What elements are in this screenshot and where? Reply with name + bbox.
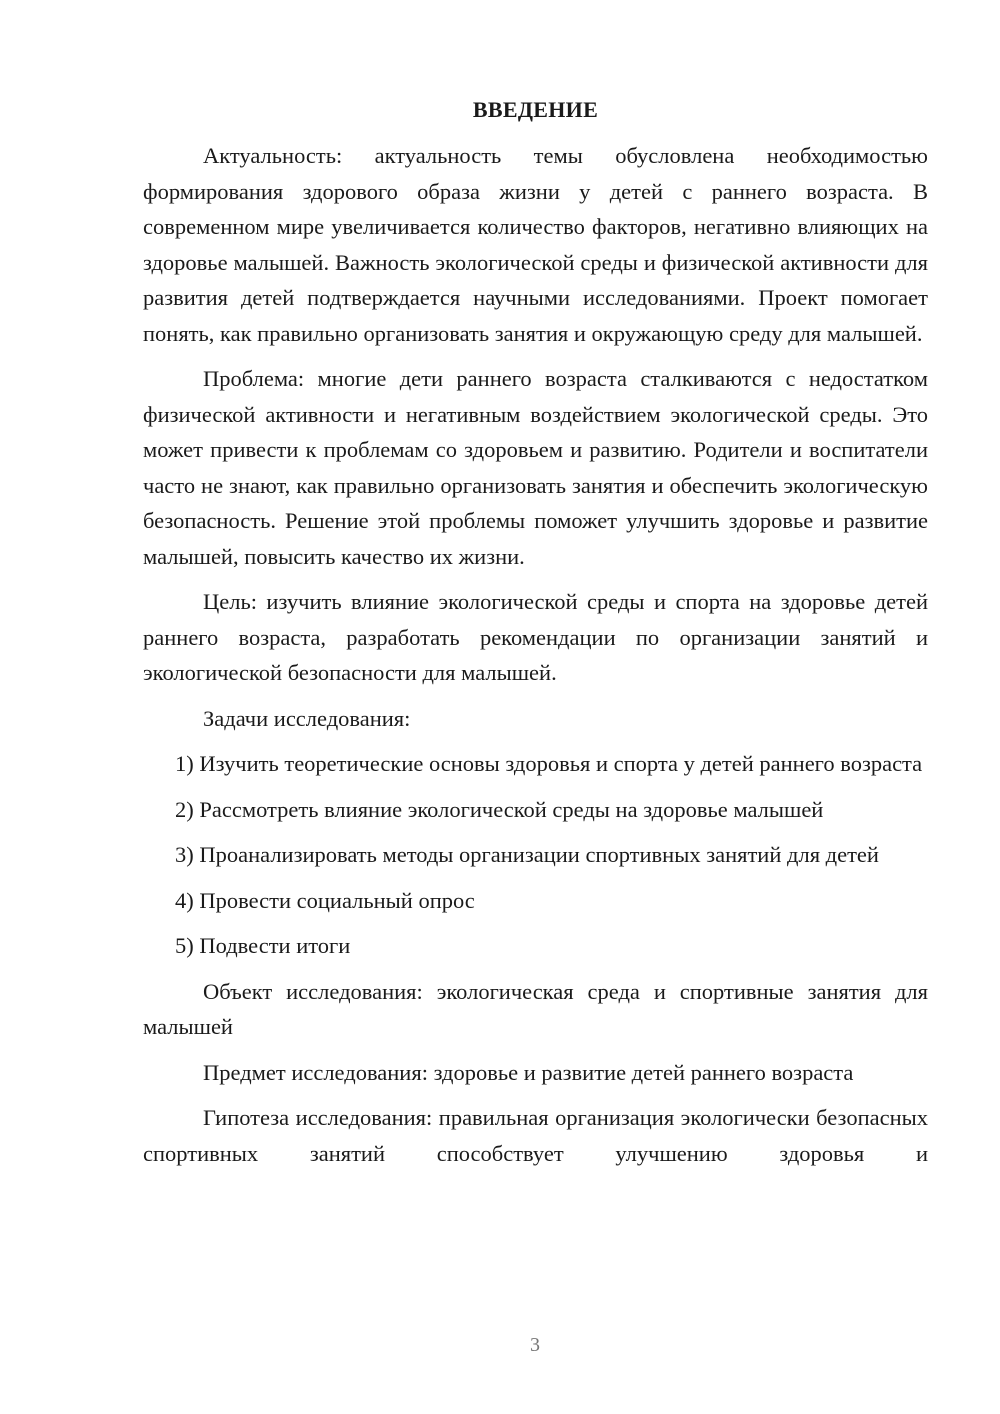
hypothesis-paragraph: Гипотеза исследования: правильная организация экологически безопасных спортивных занятий способствует улучшению здоровья и (143, 1105, 928, 1166)
task-item-1: 1) Изучить теоретические основы здоровья и спорта у детей раннего возраста (175, 751, 923, 776)
section-heading: ВВЕДЕНИЕ (472, 97, 599, 122)
task-item-4: 4) Провести социальный опрос (175, 887, 475, 913)
task-item-2: 2) Рассмотреть влияние экологической среды на здоровье малышей (175, 796, 824, 822)
task-item-5: 5) Подвести итоги (175, 933, 351, 958)
page-number: 3 (530, 1334, 540, 1356)
relevance-paragraph: Актуальность: актуальность темы обусловлена необходимостью формирования здорового образа жизни у детей с раннего возраста. В современном мире увеличивается количество факторов, негативно влияющих на здоровье малышей. Важность экологической среды и физической активности для развития детей подтверждается научными исследованиями. Проект помогает понять, как правильно организовать занятия и окружающую среду для малышей. (143, 143, 928, 346)
tasks-title: Задачи исследования: (203, 705, 411, 731)
subject-paragraph: Предмет исследования: здоровье и развитие детей раннего возраста (203, 1059, 854, 1085)
problem-paragraph: Проблема: многие дети раннего возраста сталкиваются с недостатком физической активности и негативным воздействием экологической среды. Это может привести к проблемам со здоровьем и развитию. Родители и воспитатели часто не знают, как правильно организовать занятия и обеспечить экологическую безопасность. Решение этой проблемы поможет улучшить здоровье и развитие малышей, повысить качество их жизни. (143, 366, 928, 569)
document-page (143, 92, 928, 1181)
object-paragraph: Объект исследования: экологическая среда и спортивные занятия для малышей (143, 978, 928, 1039)
task-item-3: 3) Проанализировать методы организации спортивных занятий для детей (175, 842, 879, 867)
goal-paragraph: Цель: изучить влияние экологической среды и спорта на здоровье детей раннего возраста, разработать рекомендации по организации занятий и экологической безопасности для малышей. (143, 589, 928, 685)
